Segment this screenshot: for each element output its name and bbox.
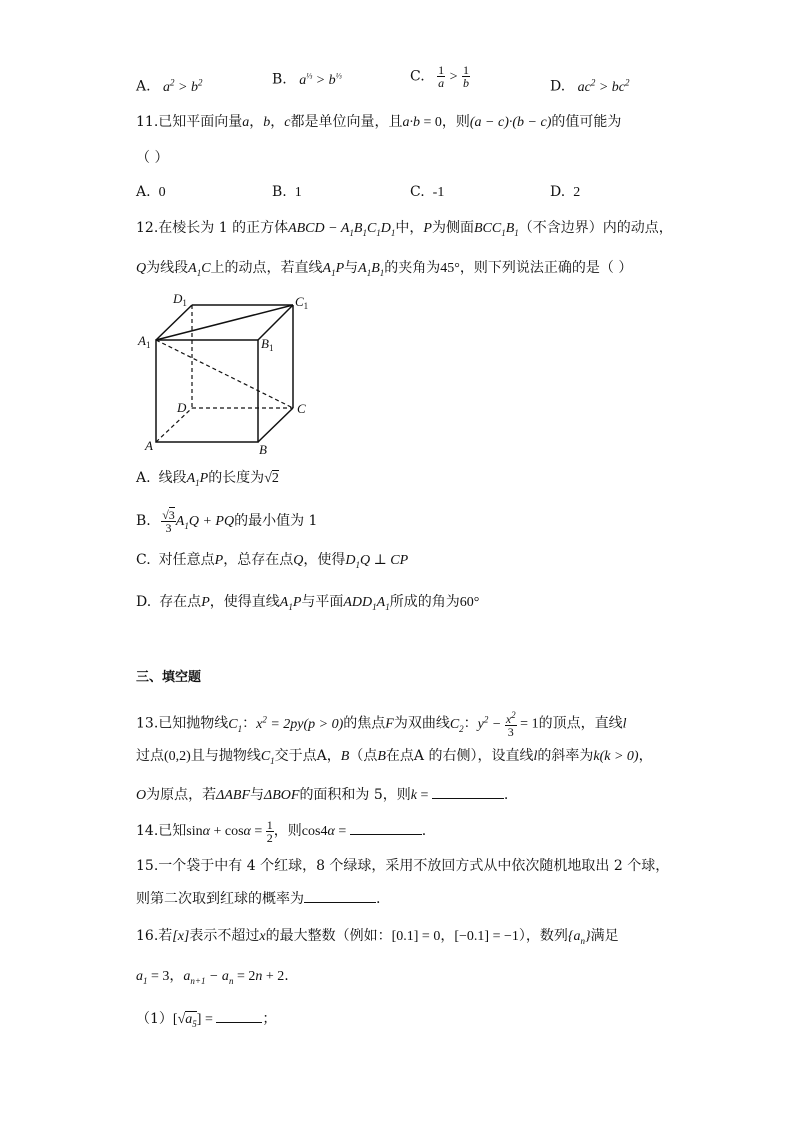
q12-option-d: D. 存在点P，使得直线$A_1P$与平面$ADD_1A_1$所成的角为60° <box>136 594 480 612</box>
option-label: D. <box>550 78 566 95</box>
option-label: A. <box>136 78 151 95</box>
stem-text: ： <box>463 715 478 732</box>
q12-option-a: A. 线段$A_1P$的长度为√2 <box>136 470 279 488</box>
stem-text: ），数列 <box>518 928 568 944</box>
option-text: ，使得直线 <box>209 594 280 610</box>
stem-text: 且与抛物线 <box>190 748 261 764</box>
q11-stem: 11.已知平面向量a，b，c都是单位向量，且a·b = 0，则(a − c)·(b − c)的值可能为 <box>136 114 622 130</box>
question-number: 11. <box>136 114 159 130</box>
sub-question-label: （1） <box>136 1011 173 1027</box>
stem-text: 若 <box>158 928 173 944</box>
stem-text: 与 <box>344 260 359 276</box>
answer-blank[interactable] <box>216 1008 262 1023</box>
stem-text: 一个袋于中有 4 个红球，8 个绿球，采用不放回方式从中依次随机地取出 2 个球， <box>158 858 670 874</box>
answer-paren: （ ） <box>136 150 169 166</box>
option-label: D. <box>550 184 566 200</box>
label-B: B <box>259 442 267 457</box>
option-label: A. <box>136 470 151 486</box>
stem-text: （点 <box>349 748 378 764</box>
section-title: 三、填空题 <box>136 670 202 685</box>
stem-text: 满足 <box>590 928 619 944</box>
q16-line1: 16.若[x]表示不超过x的最大整数（例如：[0.1] = 0，[−0.1] = −1），数列$\{a_n\}$满足 <box>136 928 619 946</box>
option-text: 线段 <box>158 470 187 486</box>
stem-text: . <box>503 787 509 803</box>
stem-text: 的值可能为 <box>551 114 622 130</box>
stem-text: ： <box>242 715 257 732</box>
label-A: A <box>145 438 153 453</box>
option-text: 的长度为 <box>208 470 265 486</box>
option-value: -1 <box>432 185 445 200</box>
answer-blank[interactable] <box>350 820 422 835</box>
stem-text: 的面积和为 5，则 <box>299 787 411 803</box>
q11-option-b <box>272 182 302 203</box>
option-text: 存在点 <box>159 594 202 610</box>
q12-stem-line1: 12.在棱长为 1 的正方体ABCD − $A_1B_1C_1D_1$中，P为侧面$BCC_1B_1$（不含边界）内的动点， <box>136 220 673 238</box>
stem-text: 的焦点 <box>343 715 386 732</box>
stem-text: 表示不超过 <box>189 928 260 944</box>
option-text: ，总存在点 <box>223 552 294 568</box>
stem-text: . <box>376 891 381 907</box>
q14-line: 14.已知sinα + cosα = $\frac{1}{2}$ ，则cos4α = . <box>136 817 427 845</box>
option-label: A. <box>136 184 151 200</box>
label-B1: $B_1$ <box>261 336 274 353</box>
stem-text: ，则下列说法正确的是（ ） <box>459 260 633 276</box>
q11-option-d <box>550 182 580 203</box>
q13-line1: 13.已知抛物线$C_1$：$x^2 = 2py(p > 0)$的焦点F为双曲线$C_2$：$y^2$ − $\frac{x^2}{3}$ = 1的顶点，直线l <box>136 710 627 740</box>
stem-text: 已知抛物线 <box>158 715 229 732</box>
stem-text: 为双曲线 <box>393 715 450 732</box>
stem-text: 为线段 <box>146 260 189 276</box>
q10-option-a: A. $a^2 > b^2$ <box>136 77 203 95</box>
option-value: 1 <box>294 185 302 200</box>
stem-text: 的夹角为 <box>384 260 441 276</box>
stem-text: ； <box>262 1011 277 1027</box>
option-label: B. <box>272 71 287 88</box>
option-label: C. <box>136 552 151 568</box>
option-value: 2 <box>573 185 581 200</box>
stem-text: . <box>284 968 289 984</box>
stem-text: 的顶点，直线 <box>538 715 623 732</box>
q12-stem-line2: Q为线段$A_1C$上的动点，若直线$A_1P$与$A_1B_1$的夹角为45°，则下列说法正确的是（ ） <box>136 260 633 278</box>
stem-text: （不含边界）内的动点， <box>518 220 673 236</box>
label-C: C <box>297 401 306 416</box>
cube-figure <box>135 288 325 458</box>
label-D: D <box>177 400 187 415</box>
question-number: 12. <box>136 220 159 236</box>
option-label: C. <box>410 68 425 85</box>
option-text: 的最小值为 1 <box>234 513 318 529</box>
q10-option-d: D. $ac^2 > bc^2$ <box>550 77 630 95</box>
answer-blank[interactable] <box>304 888 376 903</box>
q16-line2: $a_1 = 3$，$a_{n+1} - a_n = 2n + 2$. <box>136 968 289 986</box>
q15-line2 <box>136 888 380 909</box>
question-number: 16. <box>136 928 159 944</box>
option-value: 0 <box>158 185 166 200</box>
option-text: 与平面 <box>301 594 344 610</box>
stem-text: 则第二次取到红球的概率为 <box>136 891 304 907</box>
stem-text: 在棱长为 1 的正方体 <box>158 220 289 236</box>
answer-blank[interactable] <box>432 784 504 799</box>
stem-text: . <box>421 823 427 839</box>
question-number: 15. <box>136 858 159 874</box>
stem-text: 交于点A， <box>274 748 341 764</box>
label-C1: $C_1$ <box>295 294 309 311</box>
option-label: D. <box>136 594 152 610</box>
q16-sub1: $(1)[√a_5]$ = ； <box>136 1008 276 1034</box>
stem-text: ，则 <box>441 114 470 130</box>
stem-text: ，则 <box>273 823 302 839</box>
stem-text: 已知 <box>158 823 187 839</box>
question-number: 13. <box>136 715 159 732</box>
option-text: 对任意点 <box>158 552 215 568</box>
q11-option-a <box>136 182 166 203</box>
stem-text: 为侧面 <box>431 220 474 236</box>
option-text: 所成的角为 <box>389 594 460 610</box>
q12-option-b: B. $\frac{√3}{3}$ $A_1Q$ + PQ的最小值为 1 <box>136 507 318 535</box>
q10-option-c: C. $\frac{1}{a}$ > $\frac{1}{b}$ <box>410 63 469 90</box>
option-label: C. <box>410 184 425 200</box>
q13-line2: 过点(0,2)且与抛物线$C_1$交于点A，B（点B在点A 的右侧），设直线l的斜率为k(k > 0)， <box>136 748 653 766</box>
q12-option-c: C. 对任意点P，总存在点Q，使得$D_1Q$ ⊥ CP <box>136 552 409 570</box>
option-label: B. <box>272 184 287 200</box>
stem-text: 上的动点，若直线 <box>210 260 323 276</box>
stem-text: 与 <box>250 787 264 803</box>
stem-text: 为原点，若 <box>146 787 217 803</box>
stem-text: 都是单位向量，且 <box>290 114 403 130</box>
stem-text: 在点A 的右侧），设直线 <box>385 748 534 764</box>
question-number: 14. <box>136 823 159 839</box>
stem-text: ， <box>440 928 455 944</box>
q11-option-c <box>410 182 444 203</box>
q13-line3: O为原点，若ΔABF与ΔBOF的面积和为 5，则k = . <box>136 784 508 806</box>
label-D1: $D_1$ <box>173 291 187 308</box>
stem-text: 已知平面向量 <box>158 114 243 130</box>
stem-text: 的最大整数（例如： <box>265 928 392 944</box>
q10-option-b: B. $a^{\frac{1}{3}} > b^{\frac{1}{3}}$ <box>272 71 342 88</box>
option-label: B. <box>136 513 151 529</box>
stem-text: 过点 <box>136 748 164 764</box>
option-text: ，使得 <box>303 552 346 568</box>
q15-line1 <box>136 856 669 876</box>
stem-text: 的斜率为 <box>537 748 594 764</box>
label-A1: $A_1$ <box>138 333 151 350</box>
stem-text: 中， <box>395 220 424 236</box>
